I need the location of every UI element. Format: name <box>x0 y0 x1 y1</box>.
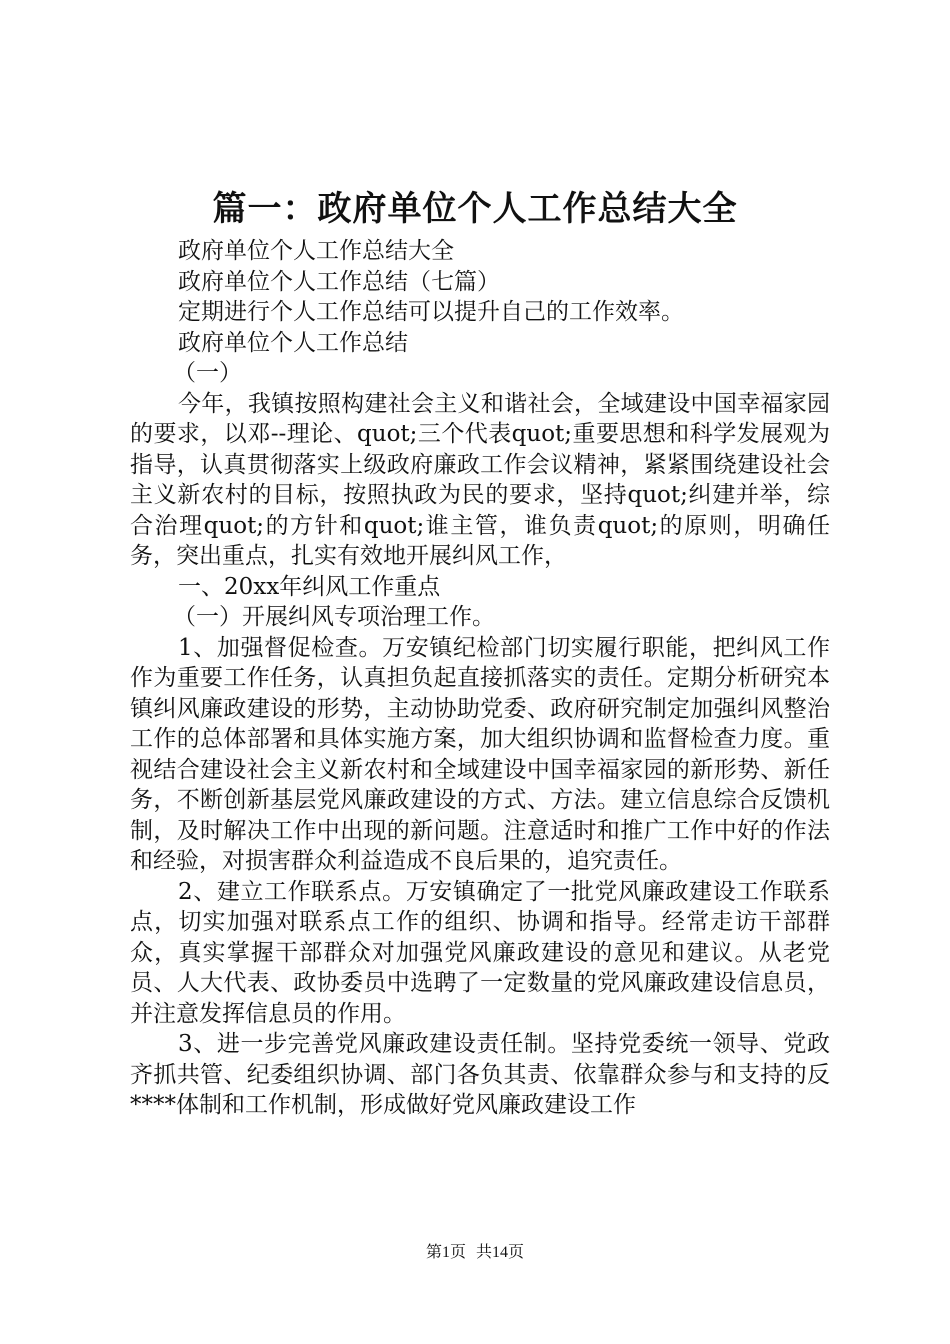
paragraph: 2、建立工作联系点。万安镇确定了一批党风廉政建设工作联系点，切实加强对联系点工作的组织、协调和指导。经常走访干部群众，真实掌握干部群众对加强党风廉政建设的意见和建议。从老党员、人大代表、政协委员中选聘了一定数量的党风廉政建设信息员，并注意发挥信息员的作用。 <box>130 878 830 1027</box>
page-number: 第1页 <box>425 1244 466 1261</box>
section-heading: 一、20xx年纠风工作重点 <box>178 573 441 600</box>
page-footer <box>0 1241 950 1265</box>
paragraph: 定期进行个人工作总结可以提升自己的工作效率。 <box>178 299 684 325</box>
document-body <box>130 236 830 1121</box>
paragraph: 政府单位个人工作总结 <box>178 329 408 356</box>
paragraph: 今年，我镇按照构建社会主义和谐社会，全域建设中国幸福家园的要求，以邓--理论、quot;三个代表quot;重要思想和科学发展观为指导，认真贯彻落实上级政府廉政工作会议精神，紧紧围绕建设社会主义新农村的目标，按照执政为民的要求，坚持quot;纠建并举，综合治理quot;的方针和quot;谁主管，谁负责quot;的原则，明确任务，突出重点，扎实有效地开展纠风工作， <box>130 390 830 569</box>
page-total: 共14页 <box>476 1244 525 1261</box>
paragraph: 政府单位个人工作总结大全 <box>178 238 454 264</box>
paragraph: 1、加强督促检查。万安镇纪检部门切实履行职能，把纠风工作作为重要工作任务，认真担负起直接抓落实的责任。定期分析研究本镇纠风廉政建设的形势，主动协助党委、政府研究制定加强纠风整治工作的总体部署和具体实施方案，加大组织协调和监督检查力度。重视结合建设社会主义新农村和全域建设中国幸福家园的新形势、新任务，不断创新基层党风廉政建设的方式、方法。建立信息综合反馈机制，及时解决工作中出现的新问题。注意适时和推广工作中好的作法和经验，对损害群众利益造成不良后果的，追究责任。 <box>130 634 830 874</box>
subsection-heading: （一）开展纠风专项治理工作。 <box>173 604 495 630</box>
paragraph: 政府单位个人工作总结（七篇） <box>178 268 500 295</box>
document-title: 篇一：政府单位个人工作总结大全 <box>212 189 738 229</box>
paragraph: （一） <box>173 360 242 386</box>
paragraph: 3、进一步完善党风廉政建设责任制。坚持党委统一领导、党政齐抓共管、纪委组织协调、部门各负其责、依靠群众参与和支持的反****体制和工作机制，形成做好党风廉政建设工作 <box>130 1031 830 1118</box>
